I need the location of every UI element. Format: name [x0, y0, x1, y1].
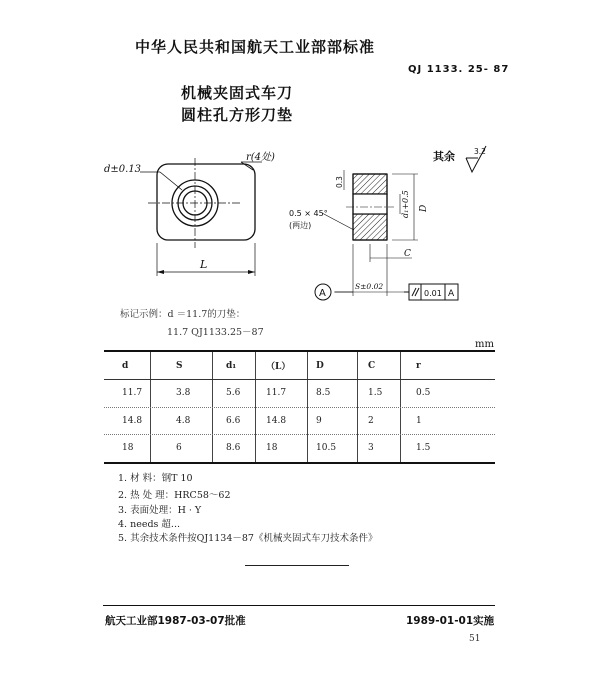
table-cell: 6 [176, 442, 182, 453]
dim-D: D [419, 204, 429, 212]
table-cell: 18 [122, 442, 134, 453]
table-header-cell: （L） [266, 362, 291, 372]
table-cell: 0.5 [416, 387, 431, 398]
table-cell: 14.8 [266, 415, 287, 426]
unit-label: mm [475, 339, 494, 350]
table-header-cell: C [368, 360, 376, 371]
title-line-2: 圆柱孔方形刀垫 [181, 106, 294, 124]
table-header-cell: r [416, 360, 421, 371]
title-line-1: 机械夹固式车刀 [181, 84, 294, 102]
table-row [104, 434, 495, 461]
table-cell: 14.8 [122, 415, 143, 426]
marking-example-line-2: 11.7 QJ1133.25－87 [167, 327, 264, 338]
note-material: 1. 材 料：钢T 10 [118, 473, 193, 484]
table-cell: 11.7 [122, 387, 143, 398]
parallel-datum: A [448, 289, 455, 299]
table-cell: 9 [316, 415, 322, 426]
marking-example-line-1: 标记示例：d ＝11.7的刀垫： [120, 309, 246, 320]
table-cell: 1.5 [368, 387, 383, 398]
table-cell: 18 [266, 442, 278, 453]
chamfer-note: (两边) [289, 221, 312, 230]
dim-S-tol: S±0.02 [355, 282, 384, 291]
standard-number: QJ 1133. 25- 87 [408, 64, 510, 75]
note-surface-treatment: 3. 表面处理：H · Y [118, 505, 202, 516]
technical-drawing [0, 130, 600, 315]
dim-d1-tol: d₁+0.5 [401, 190, 410, 218]
table-header-cell: d₁ [226, 360, 237, 371]
table-header-row [104, 352, 495, 380]
table-cell: 4.8 [176, 415, 191, 426]
divider [245, 565, 349, 566]
table-cell: 1.5 [416, 442, 431, 453]
table-cell: 8.5 [316, 387, 331, 398]
dim-0-3: 0.3 [335, 176, 344, 188]
table-header-cell: S [176, 360, 183, 371]
table-cell: 1 [416, 415, 422, 426]
spec-table [104, 350, 495, 464]
roughness-value: 3.2 [474, 147, 486, 156]
chamfer-label: 0.5 × 45° [289, 209, 328, 218]
table-cell: 2 [368, 415, 374, 426]
table-cell: 6.6 [226, 415, 241, 426]
table-cell: 11.7 [266, 387, 287, 398]
standard-header: 中华人民共和国航天工业部部标准 [135, 38, 376, 56]
table-row [104, 407, 495, 434]
dim-d-tol: d±0.13 [104, 164, 142, 175]
table-cell: 10.5 [316, 442, 337, 453]
table-header-cell: D [316, 360, 324, 371]
table-row [104, 379, 495, 406]
note-4: 4. needs 超... [118, 519, 180, 530]
dim-L: L [200, 258, 208, 271]
table-header-cell: d [122, 360, 129, 371]
effective-date: 1989-01-01实施 [406, 615, 495, 627]
note-other-technical-conditions: 5. 其余技术条件按QJ1134－87《机械夹固式车刀技术条件》 [118, 533, 378, 544]
dim-r-corners: r(4处) [246, 152, 275, 163]
dim-C: C [404, 249, 411, 259]
page-number: 51 [469, 634, 481, 644]
approval-date: 航天工业部1987-03-07批准 [105, 615, 246, 627]
note-heat-treatment: 2. 热 处 理：HRC58～62 [118, 490, 231, 501]
table-cell: 3 [368, 442, 374, 453]
table-cell: 5.6 [226, 387, 241, 398]
footer-rule [103, 605, 495, 606]
table-cell: 8.6 [226, 442, 241, 453]
roughness-rest-label: 其余 [433, 150, 455, 163]
table-cell: 3.8 [176, 387, 191, 398]
parallel-value: 0.01 [424, 289, 442, 298]
datum-label: A [319, 288, 326, 299]
